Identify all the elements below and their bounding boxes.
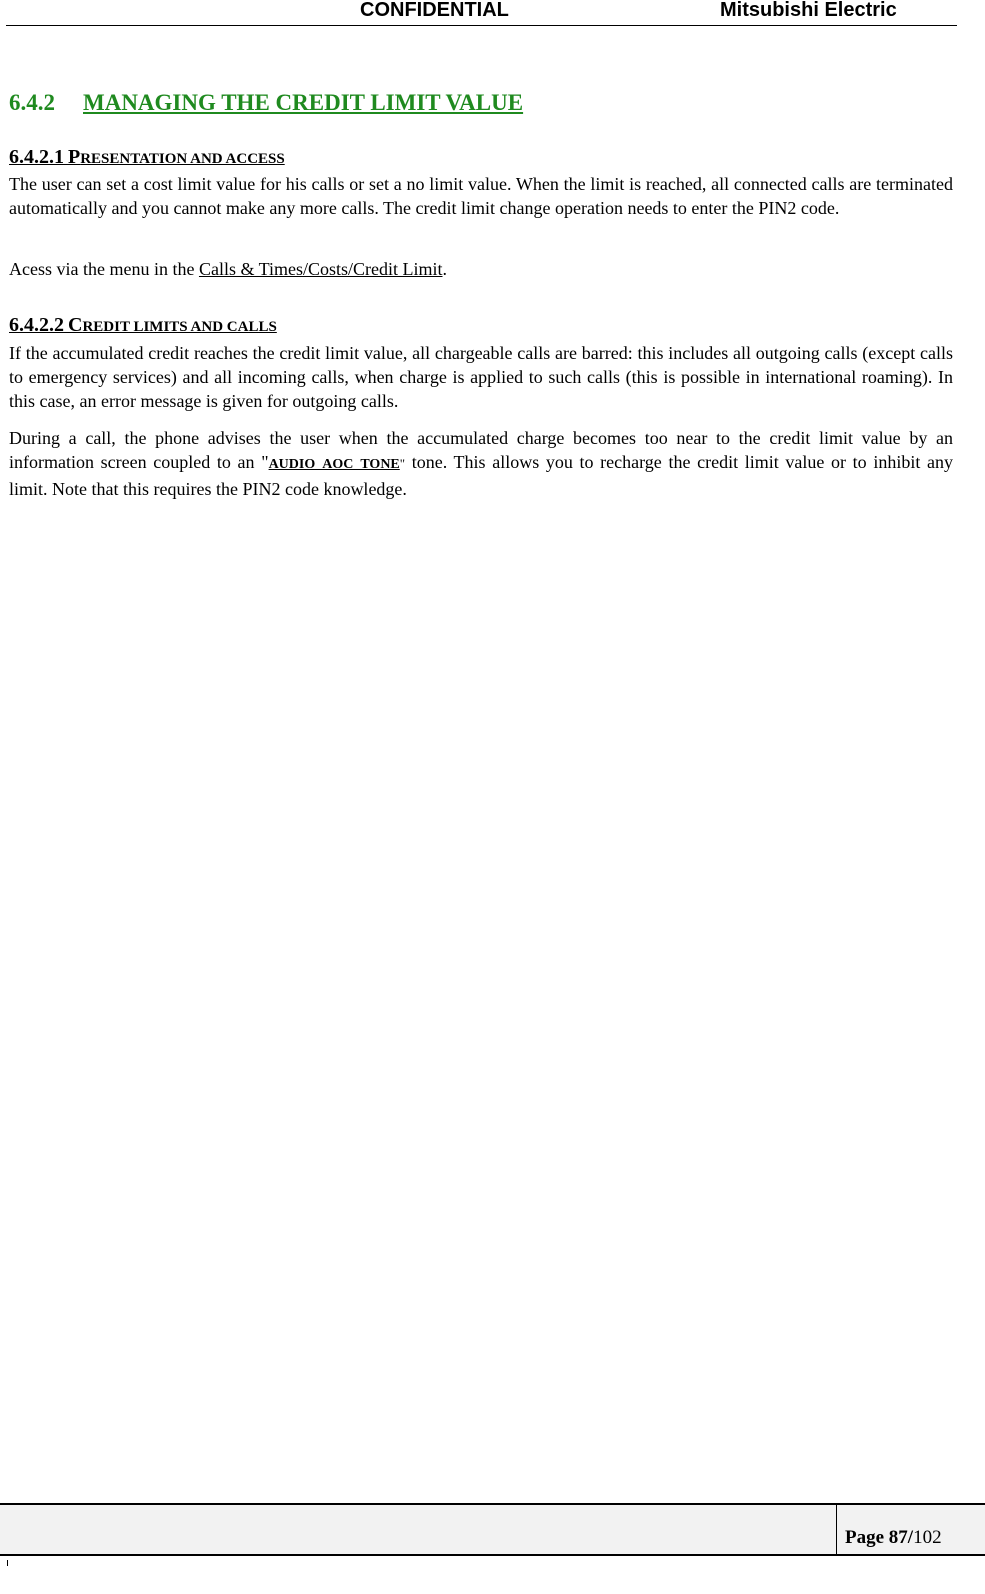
quote-open: " xyxy=(261,452,269,472)
menu-path-link: Calls & Times/Costs/Credit Limit xyxy=(198,259,443,279)
subsection-title: RESENTATION AND ACCESS xyxy=(80,151,285,167)
subsection-initial: P xyxy=(68,146,81,168)
access-period: . xyxy=(442,259,447,279)
subsection-number: 6.4.2.2 xyxy=(9,314,64,336)
confidential-label: CONFIDENTIAL xyxy=(360,0,509,21)
footer-tick-mark xyxy=(7,1560,8,1566)
page-footer xyxy=(0,1503,985,1556)
subsection-initial: C xyxy=(68,314,83,336)
footer-divider xyxy=(836,1505,837,1554)
page-total: 102 xyxy=(913,1527,942,1548)
tone-name: AUDIO_AOC_TONE xyxy=(268,457,400,472)
subsection-heading-presentation xyxy=(9,146,285,169)
subsection-heading-credit-limits xyxy=(9,314,277,337)
paragraph-credit-limits: If the accumulated credit reaches the credit limit value, all chargeable calls are barred: this includes all outgoing calls (except calls to emergency services) and all incoming calls, when charge is applied to such calls (this is possible in international roaming). In this case, an error message is given for outgoing calls. xyxy=(9,343,953,411)
company-name: Mitsubishi Electric xyxy=(720,0,897,21)
paragraph-access xyxy=(9,257,953,281)
section-heading xyxy=(9,90,523,116)
paragraph-presentation: The user can set a cost limit value for his calls or set a no limit value. When the limit is reached, all connected calls are terminated automatically and you cannot make any more calls. The credit limit change operation needs to enter the PIN2 code. xyxy=(9,174,953,218)
page-header xyxy=(6,0,957,26)
quote-close: " xyxy=(399,456,406,471)
section-title: MANAGING THE CREDIT LIMIT VALUE xyxy=(83,90,524,115)
page-label: Page 87/ xyxy=(845,1527,914,1548)
access-text: Acess via the menu in the xyxy=(9,259,199,279)
subsection-title: REDIT LIMITS AND CALLS xyxy=(82,319,277,335)
during-call-text: During a call, the phone advises the user when the accumulated charge becomes too near to the credit limit value by an information screen coupled to an xyxy=(9,428,953,472)
paragraph-during-call xyxy=(9,426,953,501)
section-number: 6.4.2 xyxy=(9,90,55,115)
page-number xyxy=(845,1527,942,1549)
subsection-number: 6.4.2.1 xyxy=(9,146,64,168)
during-call-text-end: tone. This allows you to recharge the credit limit value or to inhibit any limit. Note that this requires the PIN2 code knowledge. xyxy=(9,452,953,499)
